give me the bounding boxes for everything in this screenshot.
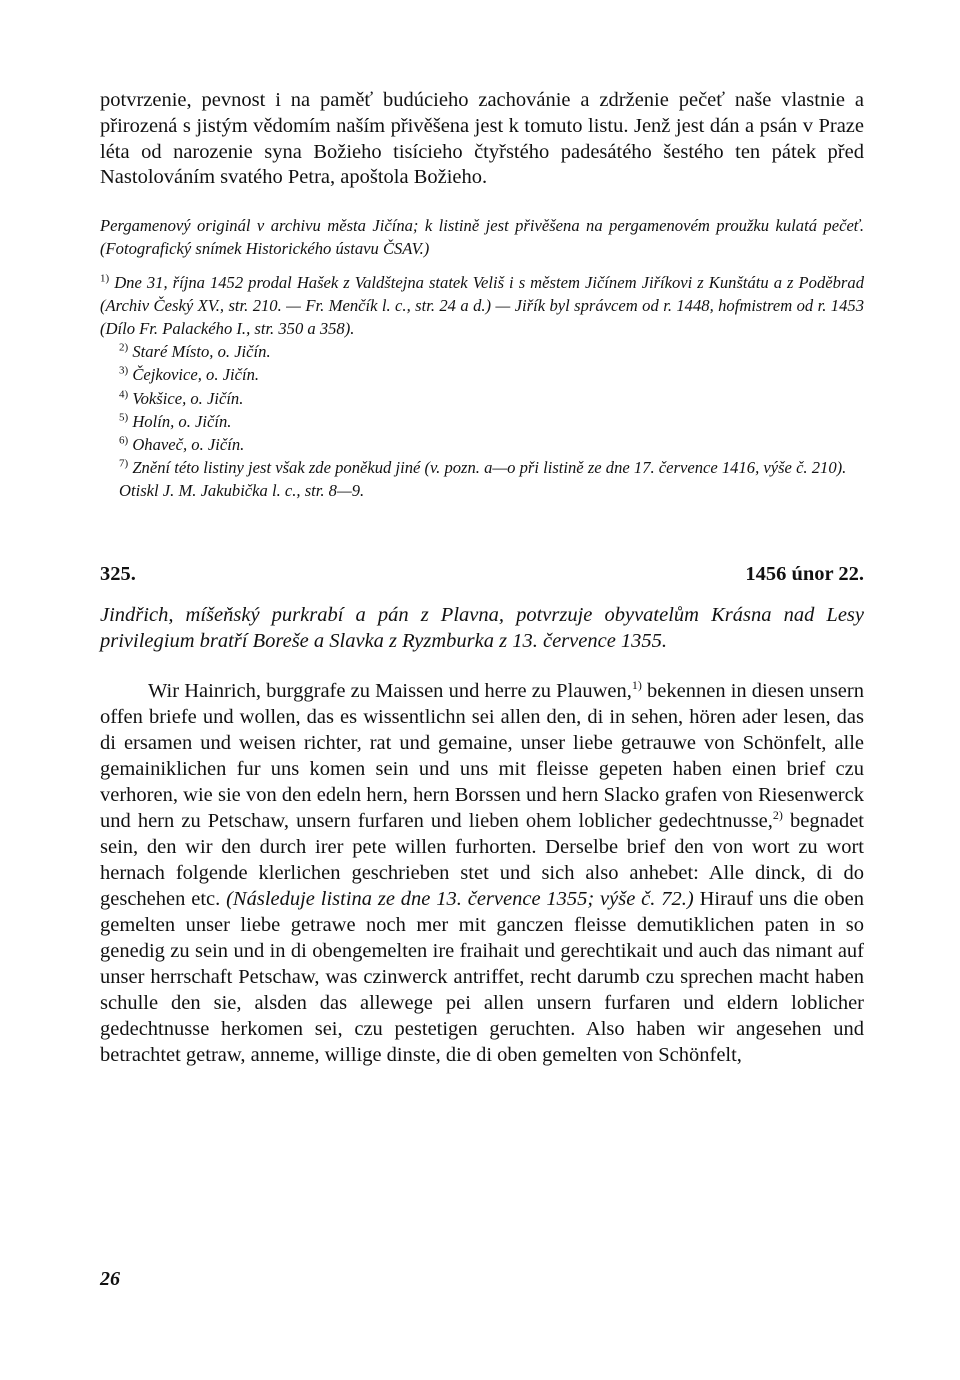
footnote-number: 2) <box>119 341 129 354</box>
footnote-7 <box>100 456 864 479</box>
footnote-number: 6) <box>119 434 129 447</box>
footnote-text: Holín, o. Jičín. <box>132 411 232 431</box>
footnote-reference: 1) <box>631 677 642 692</box>
footnote-edition: Otiskl J. M. Jakubička l. c., str. 8—9. <box>119 481 365 501</box>
footnote-3 <box>100 363 864 386</box>
footnote-number: 1) <box>100 272 110 285</box>
footnote-text: Znění této listiny jest však zde poněkud jiné (v. pozn. a—o při listině ze dne 17. července 1416, výše č. 210). <box>132 458 847 478</box>
footnote-6 <box>100 433 864 456</box>
document-header <box>100 561 864 587</box>
footnotes <box>100 271 864 503</box>
footnote-text: Vokšice, o. Jičín. <box>132 388 244 408</box>
footnote-1 <box>100 271 864 341</box>
footnote-number: 3) <box>119 364 129 377</box>
body-text: Wir Hainrich, burggrafe zu Maissen und herre zu Plauwen, <box>148 679 632 702</box>
body-text: Hirauf uns die oben gemelten unser liebe getrawe noch mer mit ganczen fleisse demutiklichen paten in so genedig zu sein und in di obengemelten ire fraihait und gerechtikait und auch das nimant auf unser herrschaft Petschaw, was czinwerck antriffet, recht darumb czu sprechen macht haben schulle den sie, alsden das allewege pei allen unsern furfaren und eldern loblicher gedechtnusse herkomen sei, czu pestetigen geruchten. Also haben wir angesehen und betrachtet getraw, anneme, willige dinste, die di oben gemelten von Schönfelt, <box>100 887 864 1066</box>
footnote-text: Ohaveč, o. Jičín. <box>132 435 245 455</box>
footnote-text: Dne 31, října 1452 prodal Hašek z Valdštejna statek Veliš i s městem Jičínem Jiříkovi z Kunštátu a z Poděbrad (Archiv Český XV., str. 210. — Fr. Menčík l. c., str. 24 a d.) — Jiřík byl správcem od r. 1448, hofmistrem od r. 1453 (Dílo Fr. Palackého I., str. 350 a 358). <box>100 272 864 338</box>
document-body <box>100 678 864 1068</box>
intro-paragraph: potvrzenie, pevnost i na paměť budúcieho zachovánie a zdrženie pečeť naše vlastnie a přirozená s jistým vědomím naším přivěšena jest k tomuto listu. Jenž jest dán a psán v Praze léta od narozenie syna Božieho tisícieho čtyřstého padesátého šestého ten pátek před Nastolováním svatého Petra, apoštola Božieho. <box>100 89 864 189</box>
footnote-5 <box>100 410 864 433</box>
document-date: 1456 únor 22. <box>745 562 864 585</box>
footnote-reference: 2) <box>772 807 783 822</box>
footnote-number: 7) <box>119 457 129 470</box>
archival-remark: Pergamenový originál v archivu města Jičína; k listině jest přivěšena na pergamenovém proužku kulatá pečeť. (Fotografický snímek Historického ústavu ČSAV.) <box>100 216 864 259</box>
footnote-number: 5) <box>119 411 129 424</box>
footnote-4 <box>100 387 864 410</box>
footnote-number: 4) <box>119 388 129 401</box>
footnote-text: Staré Místo, o. Jičín. <box>132 342 271 362</box>
page-content <box>100 88 864 1088</box>
body-text: begnadet sein, den wir den durch irer pete willen furhorten. Derselbe brief den von wort zu wort hernach folgende klerlichen geschrieben stet und sich also anhebet: Alle dinck, di do geschehen etc. <box>100 809 864 910</box>
footnote-text: Čejkovice, o. Jičín. <box>132 365 260 385</box>
document-number: 325. <box>100 562 136 585</box>
body-text: bekennen in diesen unsern offen briefe und wollen, das es wissentlichn sei allen den, di in sehen, hören ader lesen, das di ersamen und weisen richter, rat und gemaine, unser liebe getrauwe von Schönfelt, alle gemainiklichen fur uns komen sein und uns mit fleisse gepeten haben einen brief czu verhoren, wie sie von den edeln hern, hern Borssen und hern Slacko grafen von Riesenwerck und hern zu Petschaw, unsern furfaren und lieben ohem loblicher gedechtnusse, <box>100 679 864 832</box>
editorial-note: (Následuje listina ze dne 13. července 1355; výše č. 72.) <box>226 887 694 910</box>
document-regest: Jindřich, míšeňský purkrabí a pán z Plavna, potvrzuje obyvatelům Krásna nad Lesy privilegium bratří Boreše a Slavka z Ryzmburka z 13. července 1355. <box>100 603 864 652</box>
footnote-2 <box>100 340 864 363</box>
page-number: 26 <box>100 1268 120 1290</box>
